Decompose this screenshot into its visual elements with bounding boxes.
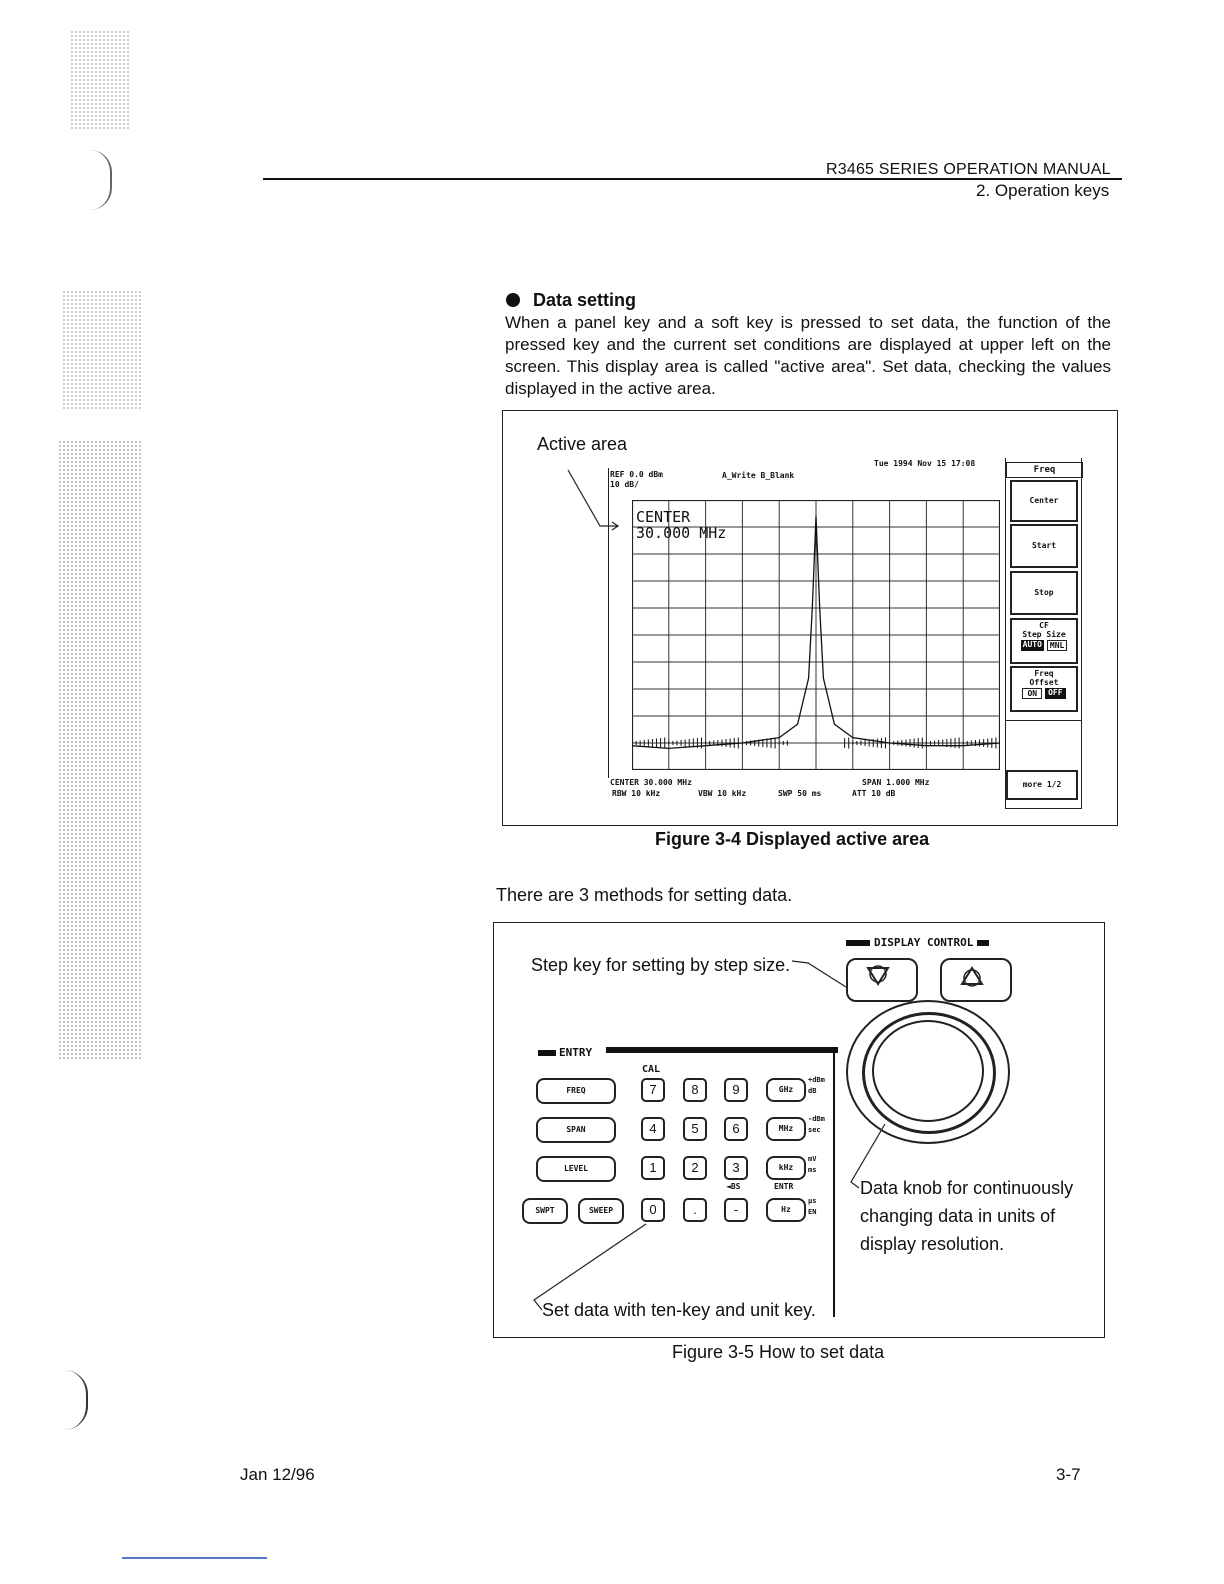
softkey-stop[interactable]: Stop: [1010, 571, 1078, 615]
knob-label-line-1: Data knob for continuously: [860, 1178, 1074, 1198]
khz-key[interactable]: kHz: [766, 1156, 806, 1180]
freq-key[interactable]: FREQ: [536, 1078, 616, 1104]
screen-trace-mode: A_Write B_Blank: [722, 471, 795, 480]
key-minus[interactable]: -: [724, 1198, 748, 1222]
screen-center: CENTER 30.000 MHz: [610, 778, 692, 787]
offset-on-option[interactable]: ON: [1022, 688, 1042, 699]
softkey-freq-offset[interactable]: [1010, 666, 1078, 712]
key-0[interactable]: 0: [641, 1198, 665, 1222]
screen-ref: REF 0.0 dBm: [610, 470, 663, 479]
softkey-menu-title: Freq: [1006, 462, 1083, 478]
mhz-key[interactable]: MHz: [766, 1117, 806, 1141]
step-up-key[interactable]: [940, 958, 1012, 1002]
enter-label: ENTR: [774, 1182, 794, 1191]
step-size-label: Step Size: [1022, 630, 1066, 639]
softkey-cf-step[interactable]: [1010, 618, 1078, 664]
bullet-icon: [506, 293, 520, 307]
hole-punch-mark: [90, 150, 112, 210]
screen-datetime: Tue 1994 Nov 15 17:08: [874, 459, 976, 468]
hz-key[interactable]: Hz: [766, 1198, 806, 1222]
key-8[interactable]: 8: [683, 1078, 707, 1102]
analyzer-screen: [606, 458, 1004, 804]
intro-methods: There are 3 methods for setting data.: [496, 885, 793, 905]
key-3[interactable]: 3: [724, 1156, 748, 1180]
footer-date: Jan 12/96: [240, 1465, 315, 1484]
section-title: Data setting: [533, 290, 637, 310]
data-knob-face: [872, 1020, 984, 1122]
footer-link-line: [122, 1557, 267, 1559]
key-dot[interactable]: .: [683, 1198, 707, 1222]
active-area-callout: Active area: [537, 434, 628, 454]
key-2[interactable]: 2: [683, 1156, 707, 1180]
step-up-icon: [942, 960, 1010, 1000]
key-5[interactable]: 5: [683, 1117, 707, 1141]
key-1[interactable]: 1: [641, 1156, 665, 1180]
offset-label: Offset: [1029, 678, 1059, 687]
unit-dbm-plus: +dBm: [808, 1076, 825, 1084]
unit-en: EN: [808, 1208, 817, 1216]
sweep-key[interactable]: SWEEP: [578, 1198, 624, 1224]
cf-auto-option[interactable]: AUTO: [1022, 640, 1042, 649]
offset-off-option[interactable]: OFF: [1045, 688, 1065, 699]
scan-artifact: [70, 30, 130, 130]
screen-rbw: RBW 10 kHz: [612, 789, 661, 798]
figure-3-5-caption: Figure 3-5 How to set data: [672, 1342, 885, 1362]
softkey-start[interactable]: Start: [1010, 524, 1078, 568]
softkey-center[interactable]: Center: [1010, 480, 1078, 522]
scan-artifact: [62, 290, 142, 410]
softkey-more[interactable]: more 1/2: [1006, 770, 1078, 800]
unit-dbm-minus: -dBm: [808, 1115, 825, 1123]
tenkey-label: Set data with ten-key and unit key.: [542, 1300, 816, 1320]
swpt-key[interactable]: SWPT: [522, 1198, 568, 1224]
entry-label: ENTRY: [538, 1046, 592, 1059]
entry-bar: [606, 1047, 838, 1053]
screen-att: ATT 10 dB: [852, 789, 896, 798]
unit-sec: sec: [808, 1126, 821, 1134]
level-key[interactable]: LEVEL: [536, 1156, 616, 1182]
span-key[interactable]: SPAN: [536, 1117, 616, 1143]
step-key-label: Step key for setting by step size.: [531, 955, 791, 975]
unit-db: dB: [808, 1087, 817, 1095]
unit-us: μs: [808, 1197, 817, 1205]
softkey-panel: [1005, 458, 1082, 809]
key-4[interactable]: 4: [641, 1117, 665, 1141]
active-area-function: CENTER: [636, 508, 691, 526]
key-6[interactable]: 6: [724, 1117, 748, 1141]
cf-mnl-option[interactable]: MNL: [1047, 640, 1067, 651]
scan-artifact: [58, 440, 142, 1060]
footer-page-number: 3-7: [1056, 1465, 1081, 1484]
chapter-title: 2. Operation keys: [976, 181, 1110, 200]
cf-label: CF: [1039, 621, 1049, 630]
manual-title: R3465 SERIES OPERATION MANUAL: [826, 161, 1111, 178]
cal-label: CAL: [642, 1064, 661, 1075]
hole-punch-mark: [64, 1370, 88, 1430]
unit-ms: ms: [808, 1166, 817, 1174]
key-7[interactable]: 7: [641, 1078, 665, 1102]
knob-label-line-3: display resolution.: [860, 1234, 1005, 1254]
knob-label-line-2: changing data in units of: [860, 1206, 1056, 1226]
ghz-key[interactable]: GHz: [766, 1078, 806, 1102]
screen-vbw: VBW 10 kHz: [698, 789, 747, 798]
section-paragraph: When a panel key and a soft key is pressed to set data, the function of the pressed key and the current set conditions are displayed at upper left on the screen. This display area is called "active area". Set data, checking the values displayed in the active area.: [505, 313, 1111, 398]
screen-swp: SWP 50 ms: [778, 789, 822, 798]
display-control-label: DISPLAY CONTROL: [846, 936, 989, 949]
screen-span: SPAN 1.000 MHz: [862, 778, 930, 787]
active-area-value: 30.000 MHz: [636, 524, 727, 542]
step-down-key[interactable]: [846, 958, 918, 1002]
backspace-label: ◄BS: [726, 1182, 741, 1191]
screen-left-border: [608, 468, 609, 778]
freq-label: Freq: [1034, 669, 1054, 678]
entry-divider: [833, 1047, 835, 1317]
figure-3-4-caption: Figure 3-4 Displayed active area: [655, 829, 930, 849]
header-rule: [263, 178, 1122, 180]
key-9[interactable]: 9: [724, 1078, 748, 1102]
softkey-blank: [1006, 720, 1081, 769]
unit-mv: mV: [808, 1155, 817, 1163]
screen-scale: 10 dB/: [610, 480, 639, 489]
step-down-icon: [848, 960, 916, 1000]
